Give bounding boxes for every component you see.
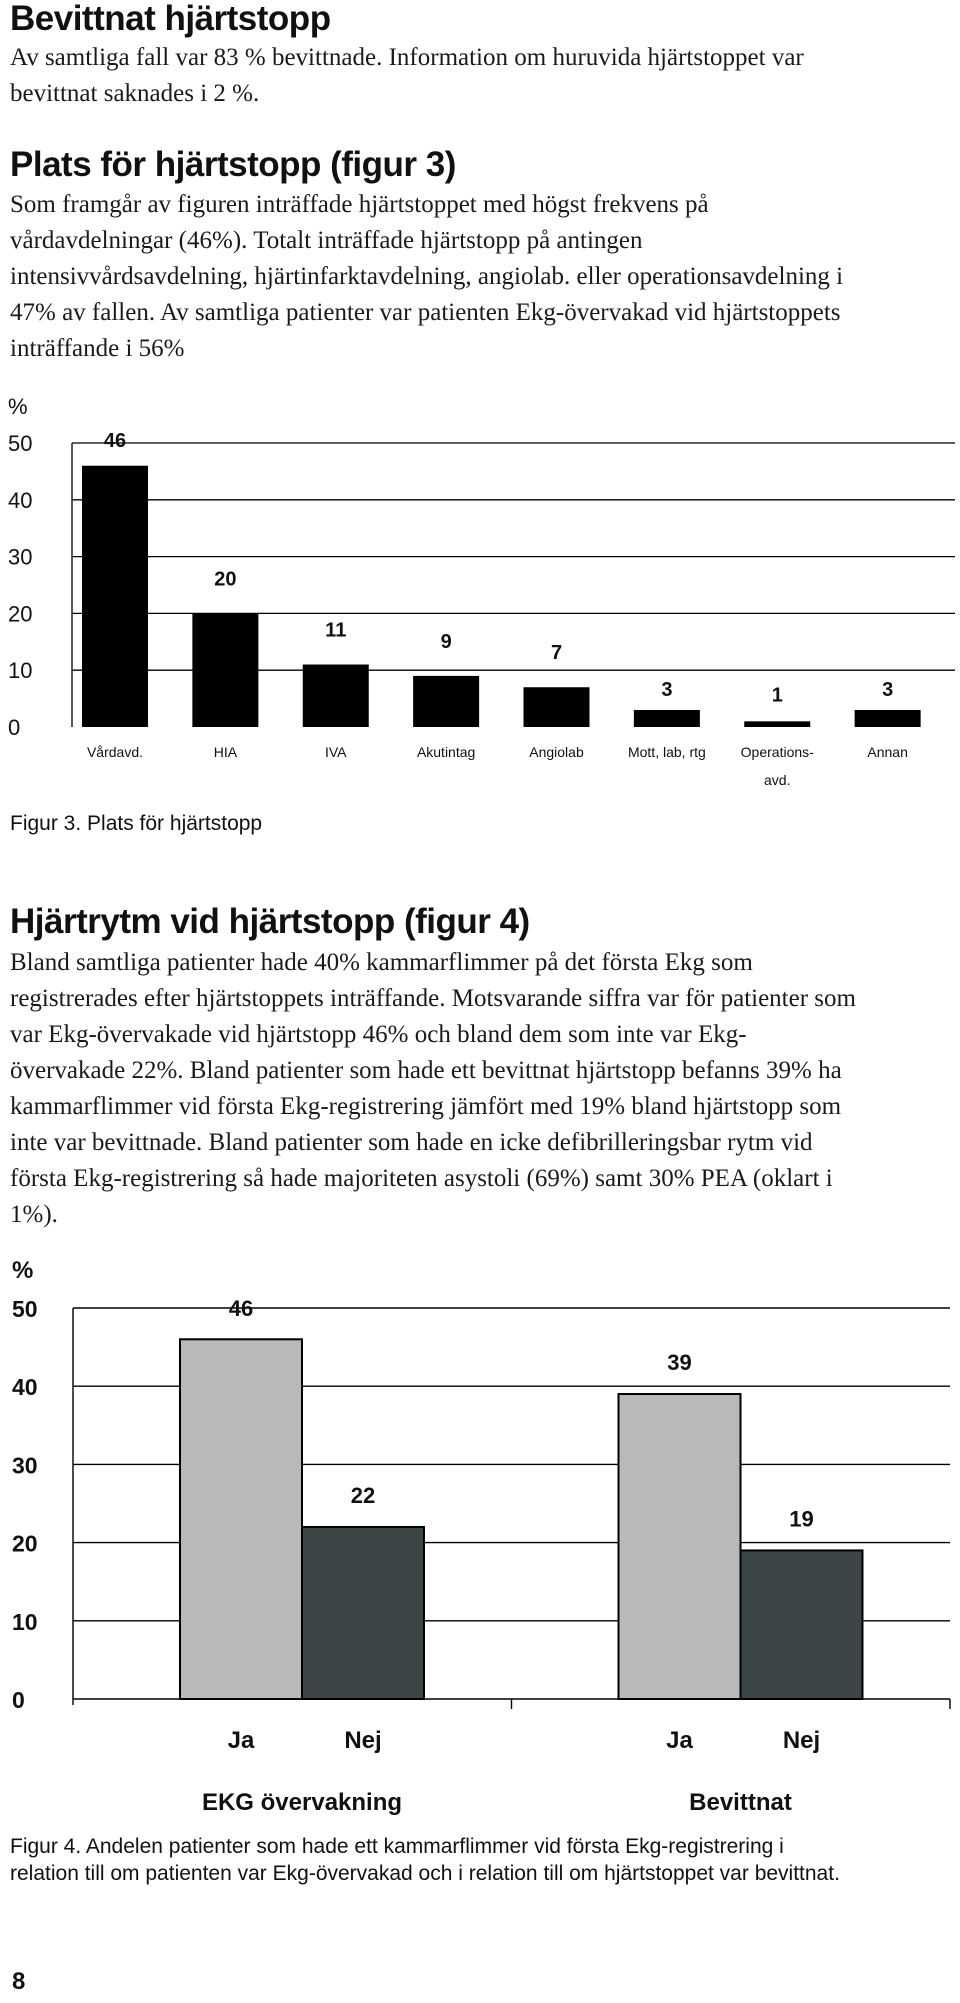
section-heading-rhythm: Hjärtrytm vid hjärtstopp (figur 4) xyxy=(10,902,530,941)
page-number: 8 xyxy=(12,1968,26,1995)
x-tick-label: Nej xyxy=(782,1727,821,1754)
x-tick-label: Operations- xyxy=(740,744,814,760)
y-tick-label: 0 xyxy=(12,1687,25,1713)
figure-3-chart xyxy=(0,388,960,808)
y-tick-label: 20 xyxy=(8,601,33,627)
section-body-witnessed: Av samtliga fall var 83 % bevittnade. Information om huruvida hjärtstoppet var bevittnat saknades i 2 %. xyxy=(10,44,804,107)
y-tick-label: 40 xyxy=(8,487,33,513)
figure-4-chart xyxy=(0,1248,960,1818)
data-label: 19 xyxy=(789,1506,814,1532)
bar xyxy=(634,710,700,727)
data-label: 11 xyxy=(325,619,347,642)
x-tick-label: HIA xyxy=(213,744,238,760)
data-label: 20 xyxy=(214,568,237,591)
data-label: 3 xyxy=(661,678,673,701)
x-tick-label: Ja xyxy=(227,1727,255,1754)
bar xyxy=(192,613,258,727)
y-tick-label: 30 xyxy=(12,1452,38,1479)
x-tick-label: Vårdavd. xyxy=(86,744,144,760)
bar xyxy=(82,466,148,727)
group-label: Bevittnat xyxy=(689,1789,792,1816)
bar xyxy=(524,687,590,727)
y-tick-label: 30 xyxy=(8,544,33,570)
section-body-rhythm: Bland samtliga patienter hade 40% kammarflimmer på det första Ekg som registrerades efter hjärtstoppets inträffande. Motsvarande siffra var för patienter som var Ekg-övervakade vid hjärtstopp 46% och bland dem som inte var Ekg-övervakade 22%. Bland patienter som hade ett bevittnat hjärtstopp befanns 39% ha kammarflimmer vid första Ekg-registrering jämfört med 19% bland hjärtstopp som inte var bevittnade. Bland patienter som hade en icke defibrilleringsbar rytm vid första Ekg-registrering så hade majoriteten asystoli (69%) samt 30% PEA (oklart i 1%). xyxy=(10,949,856,1228)
y-tick-label: 50 xyxy=(12,1296,38,1322)
y-tick-label: 40 xyxy=(12,1374,38,1401)
section-body-location: Som framgår av figuren inträffade hjärtstoppet med högst frekvens på vårdavdelningar (46%). Totalt inträffade hjärtstopp på antingen intensivvårdsavdelning, hjärtinfarktavdelning, angiolab. eller operationsavdelning i 47% av fallen. Av samtliga patienter var patienten Ekg-övervakad vid hjärtstoppets inträffande i 56% xyxy=(10,191,844,362)
x-tick-label: IVA xyxy=(324,744,347,760)
x-tick-label: Angiolab xyxy=(529,744,584,760)
bar xyxy=(741,1550,863,1699)
data-label: 3 xyxy=(882,678,894,701)
bar xyxy=(855,710,921,727)
bar xyxy=(619,1394,741,1699)
bar xyxy=(744,721,810,727)
section-heading-witnessed: Bevittnat hjärtstopp xyxy=(10,0,331,38)
y-tick-label: 50 xyxy=(8,431,33,456)
x-tick-label: Nej xyxy=(344,1727,382,1754)
section-heading-location: Plats för hjärtstopp (figur 3) xyxy=(10,145,456,184)
bar xyxy=(303,665,369,727)
data-label: 22 xyxy=(350,1482,376,1508)
figure-4-caption: Figur 4. Andelen patienter som hade ett kammarflimmer vid första Ekg-registrering i relation till om patienten var Ekg-övervakad och i relation till om hjärtstoppet var bevittnat. xyxy=(10,1835,840,1885)
x-tick-label: Akutintag xyxy=(416,744,476,760)
data-label: 7 xyxy=(550,642,563,665)
data-label: 1 xyxy=(771,684,783,707)
x-tick-label: Annan xyxy=(867,744,908,760)
x-tick-label: Mott, lab, rtg xyxy=(627,744,706,760)
figure-3-caption: Figur 3. Plats för hjärtstopp xyxy=(10,812,263,835)
data-label: 9 xyxy=(440,630,452,653)
y-tick-label: 20 xyxy=(12,1530,38,1557)
fig3-unit-label: % xyxy=(8,394,28,419)
bar xyxy=(302,1527,424,1699)
y-tick-label: 10 xyxy=(12,1608,38,1635)
data-label: 46 xyxy=(103,430,127,452)
group-label: EKG övervakning xyxy=(201,1789,403,1816)
y-tick-label: 0 xyxy=(8,715,21,740)
bar xyxy=(180,1339,302,1699)
y-tick-label: 10 xyxy=(8,658,33,684)
fig4-unit-label: % xyxy=(12,1257,34,1284)
bar xyxy=(413,676,479,727)
data-label: 46 xyxy=(228,1296,254,1321)
data-label: 39 xyxy=(667,1350,692,1376)
x-tick-label: Ja xyxy=(666,1727,693,1754)
x-tick-label: avd. xyxy=(764,772,791,788)
